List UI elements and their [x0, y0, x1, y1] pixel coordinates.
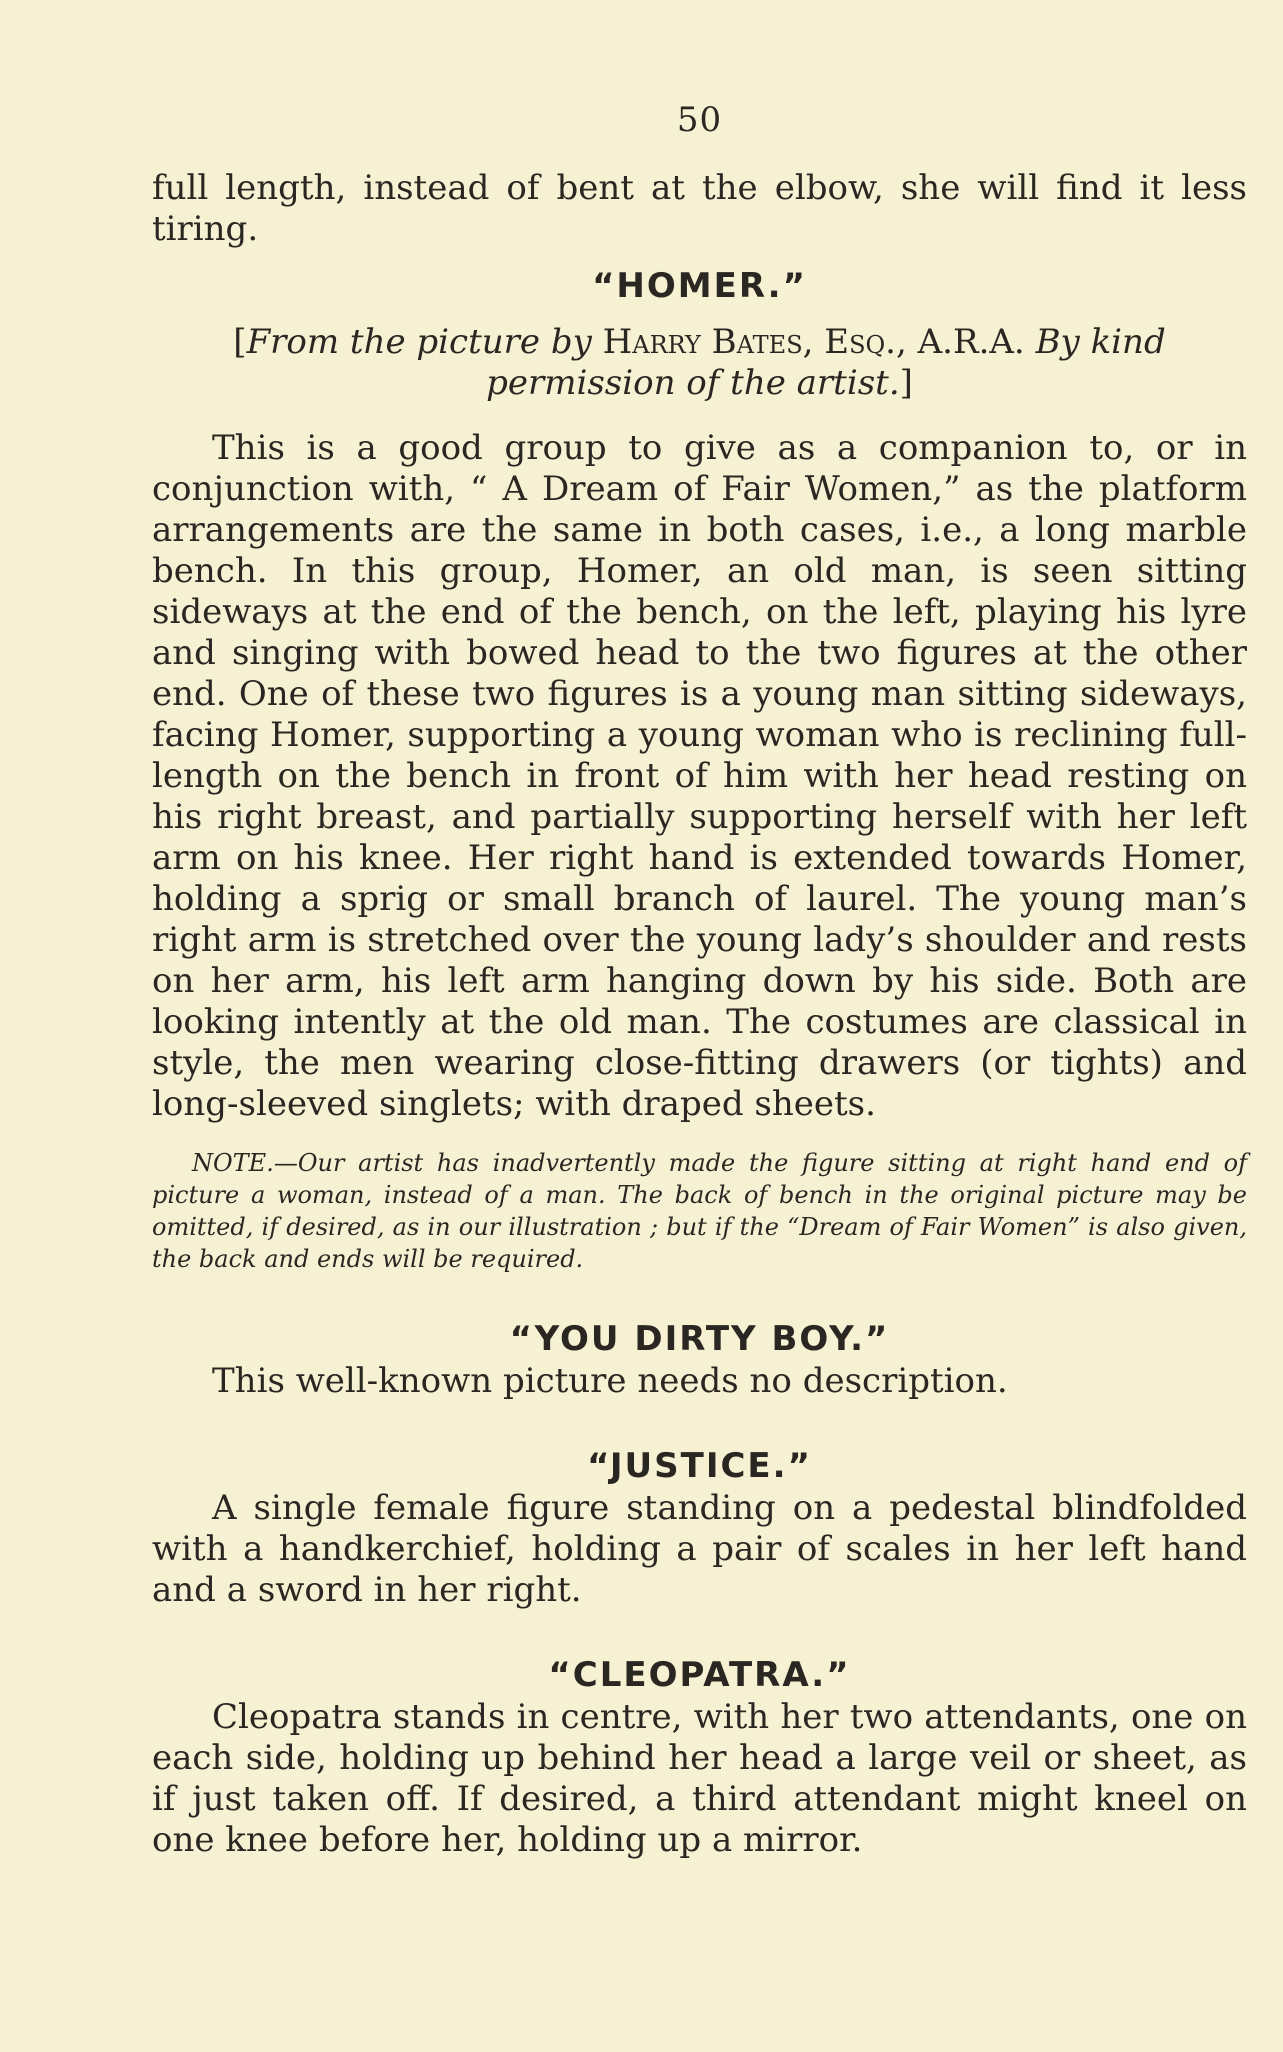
section-title-homer: “HOMER.” — [592, 266, 807, 306]
section-body-justice: A single female figure standing on a pedestal blindfolded with a handkerchief, holding a pair of scales in her left hand and a sword in her right. — [152, 1488, 1247, 1610]
section-justice — [152, 1444, 1247, 1611]
source-open-bracket: [ — [233, 322, 247, 362]
section-cleopatra — [152, 1653, 1247, 1861]
section-homer — [152, 264, 1247, 1275]
section-body-cleopatra: Cleopatra stands in centre, with her two attendants, one on each side, holding up behind her head a large veil or sheet, as if just taken off. If desired, a third attendant might kneel on one knee before her, holding up a mirror. — [152, 1697, 1247, 1860]
source-from: From the picture by — [246, 322, 592, 362]
section-dirty-boy — [152, 1317, 1247, 1402]
source-credit — [152, 322, 1247, 404]
section-title-cleopatra: “CLEOPATRA.” — [548, 1655, 851, 1695]
page-number: 50 — [676, 100, 723, 140]
source-permission: By kind permission of the artist. — [486, 322, 1166, 403]
section-body-dirty-boy: This well-known picture needs no description. — [212, 1361, 1008, 1401]
page — [152, 100, 1247, 1861]
source-close-bracket: ] — [899, 363, 913, 403]
intro-paragraph: full length, instead of bent at the elbow, she will find it less tiring. — [152, 168, 1247, 249]
section-note-homer: NOTE.—Our artist has inadvertently made the figure sitting at right hand end of picture a woman, instead of a man. The back of bench in the original picture may be omitted, if desired, as in our illustration ; but if the “Dream of Fair Women” is also given, the back and ends will be required. — [152, 1149, 1247, 1273]
section-title-justice: “JUSTICE.” — [587, 1446, 812, 1486]
source-artist: Harry Bates, Esq., A.R.A. — [602, 322, 1025, 362]
section-title-dirty-boy: “YOU DIRTY BOY.” — [509, 1319, 890, 1359]
section-body-homer: This is a good group to give as a companion to, or in conjunction with, “ A Dream of Fair Women,” as the platform arrangements are the same in both cases, i.e., a long marble bench. In this group, Homer, an old man, is seen sitting sideways at the end of the bench, on the left, playing his lyre and singing with bowed head to the two figures at the other end. One of these two figures is a young man sitting sideways, facing Homer, supporting a young woman who is reclining full-length on the bench in front of him with her head resting on his right breast, and partially supporting herself with her left arm on his knee. Her right hand is extended towards Homer, holding a sprig or small branch of laurel. The young man’s right arm is stretched over the young lady’s shoulder and rests on her arm, his left arm hanging down by his side. Both are looking intently at the old man. The costumes are classical in style, the men wearing close-fitting drawers (or tights) and long-sleeved singlets; with draped sheets. — [152, 428, 1247, 1124]
